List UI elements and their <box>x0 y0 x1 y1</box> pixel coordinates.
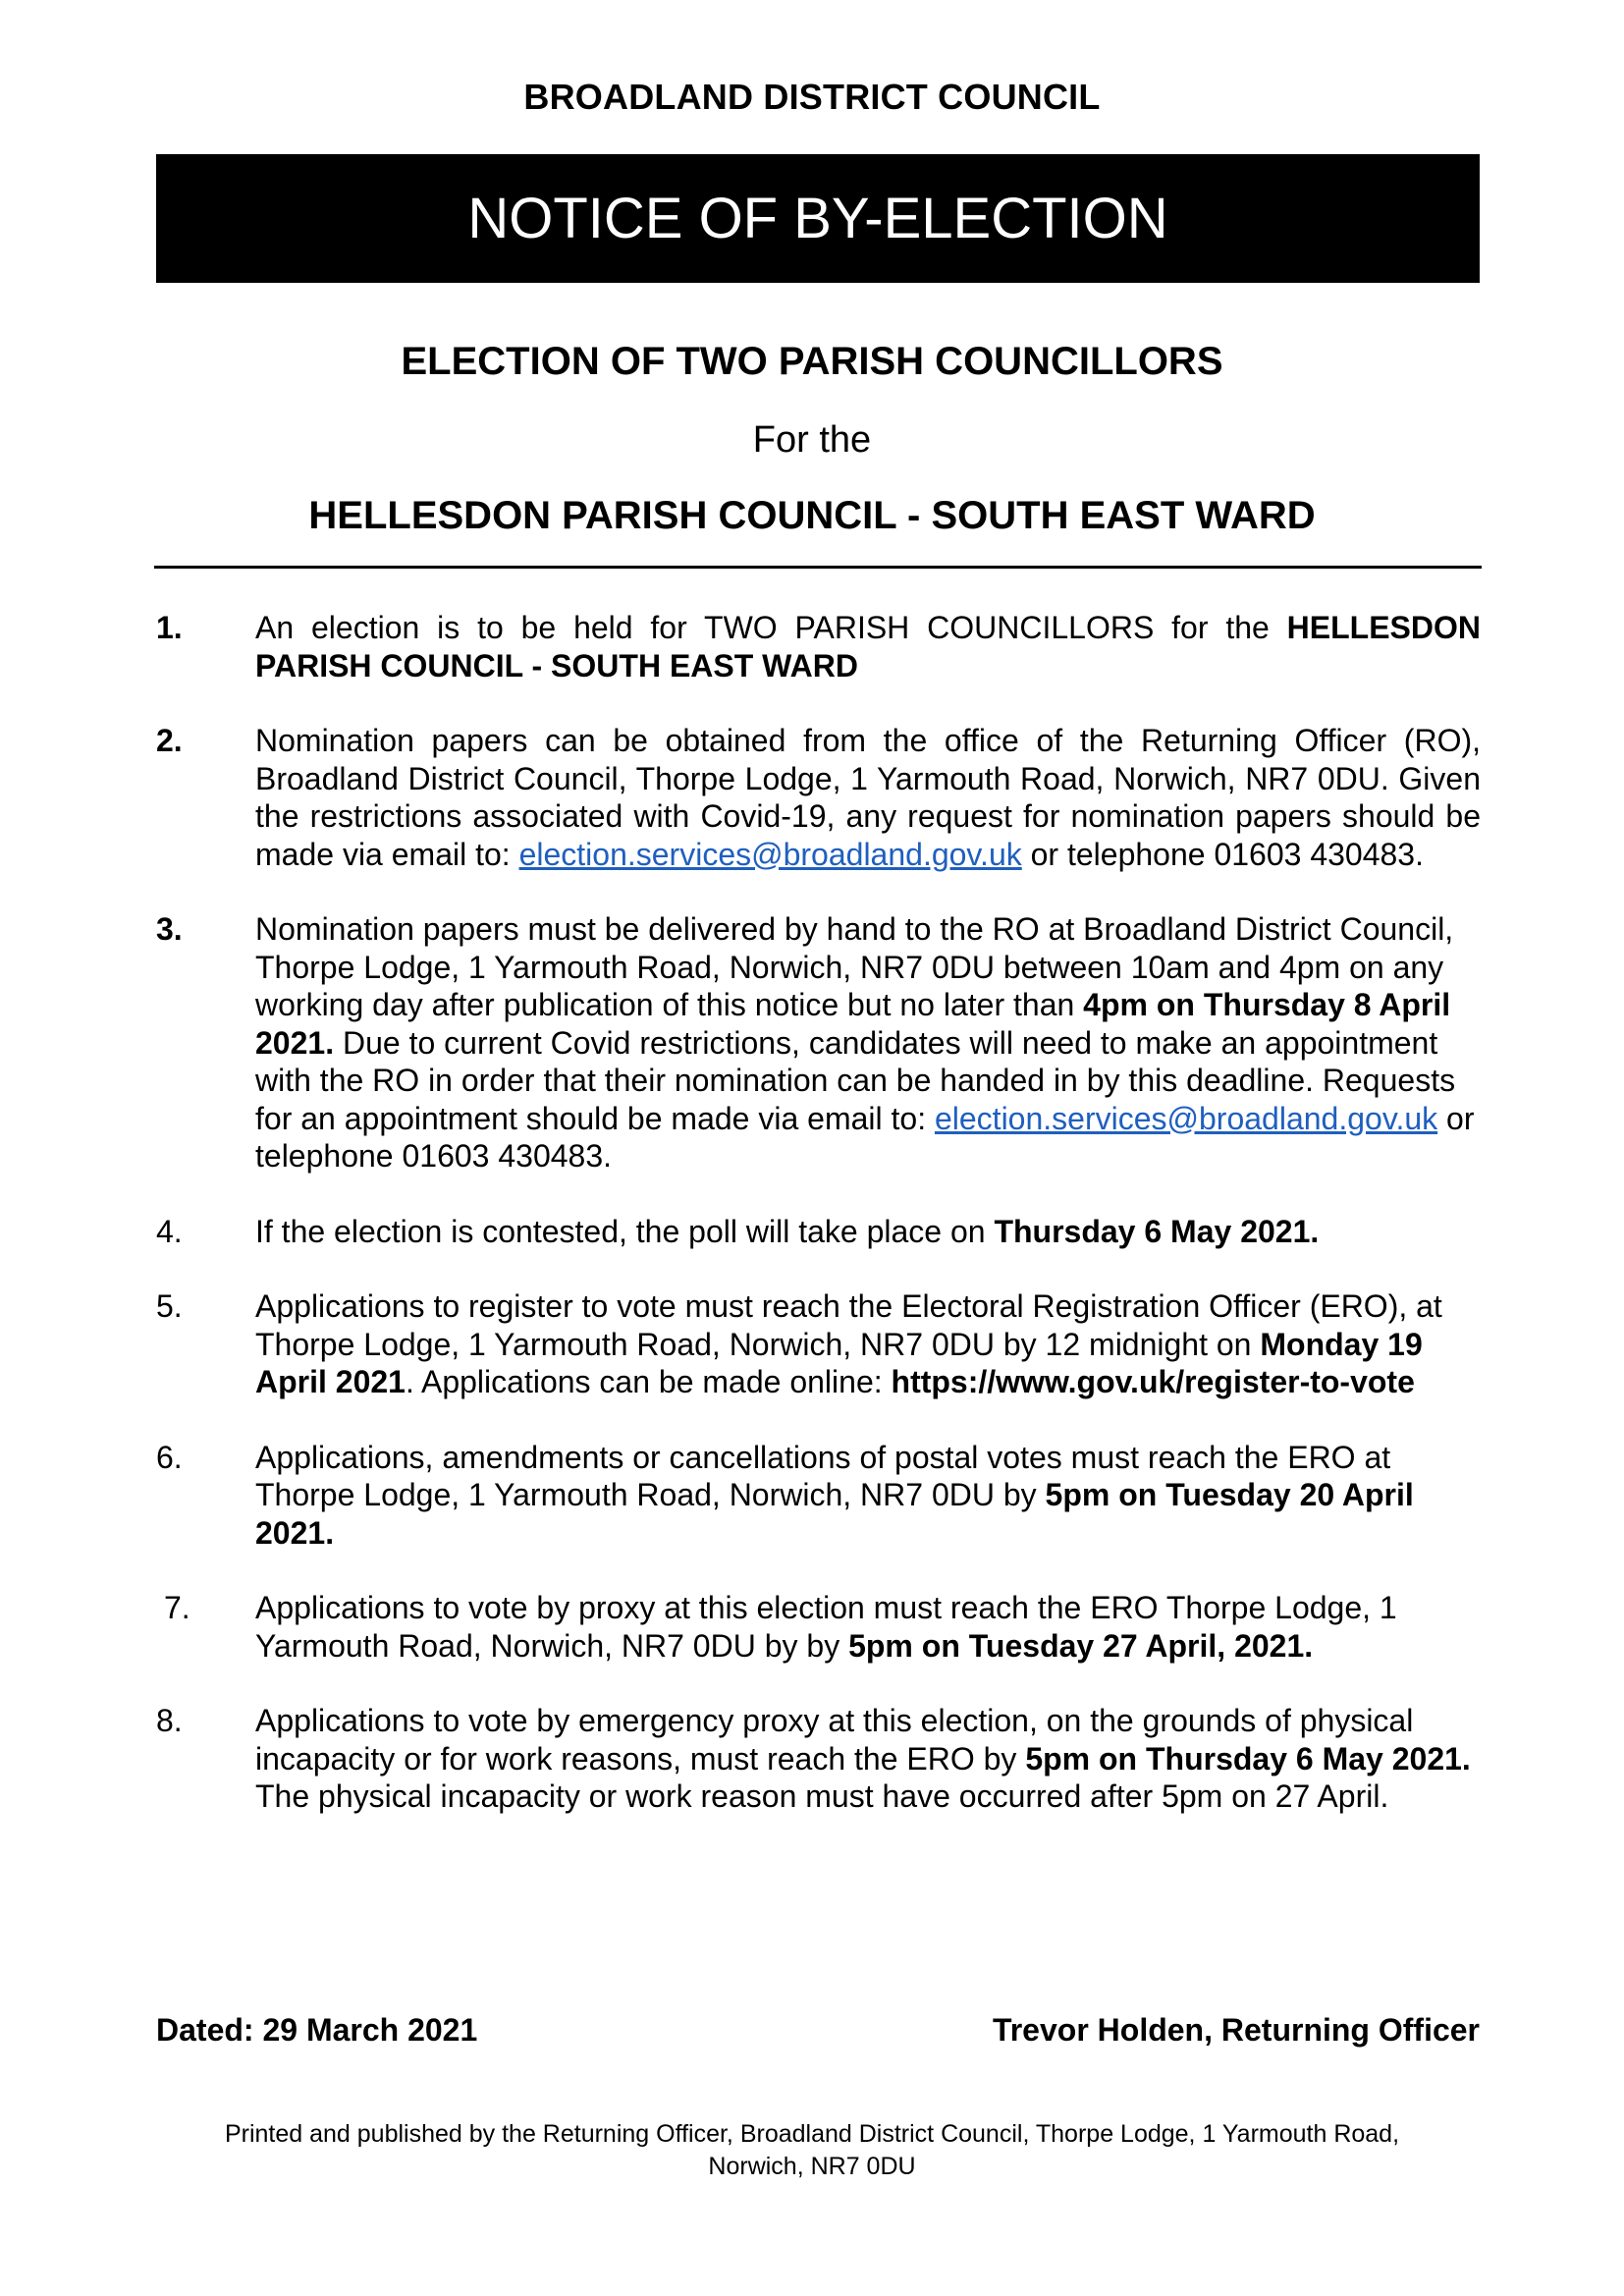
notice-item-6 <box>156 1439 1481 1553</box>
item-text: Applications to register to vote must reach the Electoral Registration Officer (ERO), at Thorpe Lodge, 1 Yarmouth Road, Norwich, NR7 0DU by 12 midnight on Monday 19 April 2021. Applications can be made online: https://www.gov.uk/register-to-vote <box>255 1288 1442 1399</box>
item-number: 6. <box>156 1439 183 1475</box>
notice-item-8 <box>156 1702 1481 1816</box>
heading-divider <box>154 566 1482 569</box>
notice-item-1 <box>156 609 1481 684</box>
notice-banner <box>156 154 1480 283</box>
ward-title: HELLESDON PARISH COUNCIL - SOUTH EAST WARD <box>308 494 1316 537</box>
notice-item-7 <box>156 1589 1481 1665</box>
imprint <box>0 2118 1624 2183</box>
item-number: 3. <box>156 911 183 947</box>
notice-item-3 <box>156 910 1481 1175</box>
item-number: 8. <box>156 1703 183 1738</box>
council-name: BROADLAND DISTRICT COUNCIL <box>523 77 1101 117</box>
item-text: Applications, amendments or cancellations of postal votes must reach the ERO at Thorpe Lodge, 1 Yarmouth Road, Norwich, NR7 0DU by 5pm on Tuesday 20 April 2021. <box>255 1439 1414 1551</box>
notice-items <box>156 609 1481 1853</box>
item-number: 2. <box>156 723 183 758</box>
item-number: 4. <box>156 1213 183 1249</box>
notice-item-5 <box>156 1287 1481 1401</box>
item-text: Applications to vote by emergency proxy at this election, on the grounds of physical incapacity or for work reasons, must reach the ERO by 5pm on Thursday 6 May 2021. The physical incapacity or work reason must have occurred after 5pm on 27 April. <box>255 1703 1471 1814</box>
notice-item-4 <box>156 1213 1481 1251</box>
imprint-line-1: Printed and published by the Returning Officer, Broadland District Council, Thorpe Lodge, 1 Yarmouth Road, <box>224 2120 1400 2148</box>
item-text: If the election is contested, the poll will take place on Thursday 6 May 2021. <box>255 1213 1320 1249</box>
item-number: 5. <box>156 1288 183 1324</box>
item-text: An election is to be held for TWO PARISH COUNCILLORS for the HELLESDON PARISH COUNCIL - SOUTH EAST WARD <box>255 610 1481 683</box>
item-text: Applications to vote by proxy at this election must reach the ERO Thorpe Lodge, 1 Yarmouth Road, Norwich, NR7 0DU by by 5pm on Tuesday 27 April, 2021. <box>255 1590 1397 1664</box>
notice-item-2 <box>156 722 1481 873</box>
item-number: 7. <box>164 1590 190 1625</box>
item-text: Nomination papers can be obtained from the office of the Returning Officer (RO), Broadland District Council, Thorpe Lodge, 1 Yarmouth Road, Norwich, NR7 0DU. Given the restrictions associated with Covid-19, any request for nomination papers should be made via email to: election.services@broadland.gov.uk or telephone 01603 430483. <box>255 723 1481 872</box>
for-the-label: For the <box>752 419 872 461</box>
email-link[interactable]: election.services@broadland.gov.uk <box>934 1100 1438 1136</box>
item-number: 1. <box>156 610 183 645</box>
item-text: Nomination papers must be delivered by hand to the RO at Broadland District Council, Thorpe Lodge, 1 Yarmouth Road, Norwich, NR7 0DU between 10am and 4pm on any working day after publication of this notice but no later than 4pm on Thursday 8 April 2021. Due to current Covid restrictions, candidates will need to make an appointment with the RO in order that their nomination can be handed in by this deadline. Requests for an appointment should be made via email to: election.services@broadland.gov.uk or telephone 01603 430483. <box>255 911 1475 1174</box>
dated-label: Dated: 29 March 2021 <box>156 2012 478 2048</box>
election-title: ELECTION OF TWO PARISH COUNCILLORS <box>401 340 1223 383</box>
email-link[interactable]: election.services@broadland.gov.uk <box>518 836 1022 872</box>
returning-officer: Trevor Holden, Returning Officer <box>992 2012 1480 2048</box>
imprint-line-2: Norwich, NR7 0DU <box>708 2153 916 2180</box>
banner-title: NOTICE OF BY-ELECTION <box>467 187 1168 250</box>
